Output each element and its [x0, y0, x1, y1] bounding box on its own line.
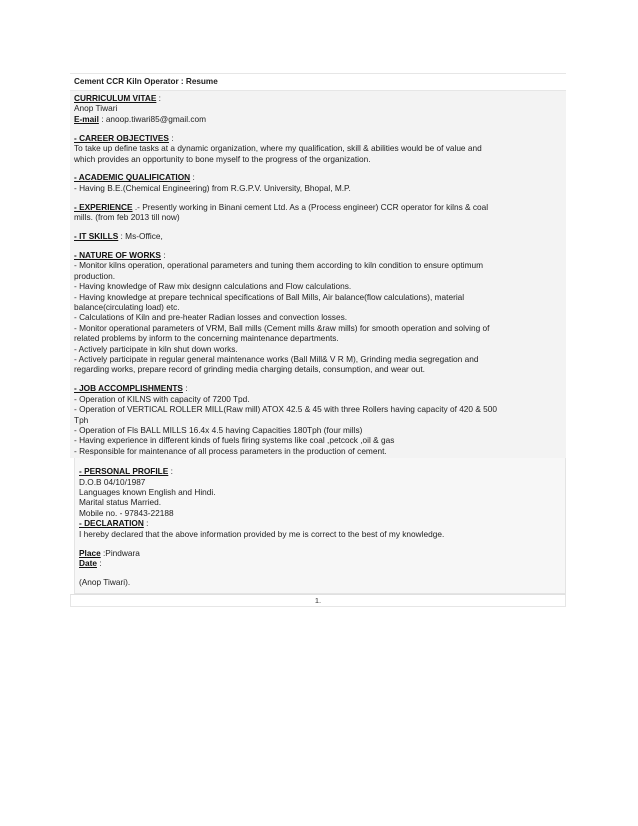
jobs-line: - Responsible for maintenance of all process parameters in the production of cement. — [74, 445, 387, 456]
works-line: - Actively participate in kiln shut down works. — [74, 343, 238, 354]
date-label: Date — [79, 557, 97, 568]
declaration-heading: - DECLARATION — [79, 518, 144, 529]
works-line: production. — [74, 270, 116, 281]
works-line: - Actively participate in regular general maintenance works (Ball Mill& V R M), Grinding media segregation and — [74, 354, 479, 365]
email-label: E-mail — [74, 113, 99, 124]
jobs-line: - Operation of VERTICAL ROLLER MILL(Raw mill) ATOX 42.5 & 45 with three Rollers having capacity of 420 & 500 — [74, 404, 498, 415]
works-line: - Having knowledge of Raw mix designn calculations and Flow calculations. — [74, 281, 352, 292]
nature-of-works-section — [74, 250, 562, 375]
resume-page — [70, 73, 566, 607]
experience-line: .- Presently working in Binani cement Ltd. As a (Process engineer) CCR operator for kilns & coal — [132, 201, 489, 212]
experience-line: mills. (from feb 2013 till now) — [74, 212, 180, 223]
academic-heading-suffix: : — [190, 172, 195, 183]
resume-personal-panel — [74, 458, 566, 594]
works-line: - Monitor operational parameters of VRM, Ball mills (Cement mills &raw mills) for smooth operation and solving of — [74, 322, 490, 333]
declaration-heading-suffix: : — [143, 518, 149, 529]
works-line: regarding works, prepare record of grinding media charging details, consumption, and wear out. — [74, 364, 425, 375]
jobs-line: - Having experience in different kinds of fuels firing systems like coal ,petcock ,oil & gas — [74, 435, 395, 446]
email-value: : anoop.tiwari85@gmail.com — [98, 113, 207, 124]
declaration-section — [79, 518, 561, 539]
jobs-heading-suffix: : — [182, 383, 188, 394]
career-heading: - CAREER OBJECTIVES — [74, 132, 169, 143]
it-skills-section — [74, 231, 562, 241]
career-objectives-section — [74, 133, 562, 164]
profile-heading-suffix: : — [168, 466, 173, 477]
works-heading-suffix: : — [160, 249, 166, 260]
experience-section — [74, 202, 562, 223]
works-line: related problems by inform to the concerning maintenance departments. — [74, 333, 339, 344]
it-skills-value: : Ms-Office, — [118, 231, 163, 242]
declaration-line: I hereby declared that the above information provided by me is correct to the best of my knowledge. — [79, 528, 445, 539]
career-heading-suffix: : — [168, 132, 174, 143]
profile-heading: - PERSONAL PROFILE — [79, 466, 169, 477]
cv-header-block — [74, 93, 562, 124]
works-line: - Calculations of Kiln and pre-heater Radian losses and convection losses. — [74, 312, 348, 323]
signature: (Anop Tiwari). — [79, 576, 131, 587]
page-number: 1. — [70, 594, 566, 607]
profile-line: D.O.B 04/10/1987 — [79, 476, 146, 487]
resume-main-panel — [70, 91, 566, 458]
job-accomplishments-section — [74, 383, 562, 456]
works-line: - Monitor kilns operation, operational parameters and tuning them according to kiln condition to ensure optimum — [74, 260, 484, 271]
date-value: : — [96, 557, 102, 568]
career-line: which provides an opportunity to bone myself to the progress of the organization. — [74, 153, 371, 164]
academic-heading: - ACADEMIC QUALIFICATION — [74, 172, 191, 183]
jobs-heading: - JOB ACCOMPLISHMENTS — [74, 383, 183, 394]
place-label: Place — [79, 547, 101, 558]
academic-section — [74, 172, 562, 193]
profile-line: Mobile no. - 97843-22188 — [79, 507, 174, 518]
profile-line: Marital status Married. — [79, 497, 162, 508]
place-value: :Pindwara — [100, 547, 140, 558]
works-line: balance(circulating load) etc. — [74, 302, 180, 312]
it-heading: - IT SKILLS — [74, 231, 119, 242]
experience-heading: - EXPERIENCE — [74, 201, 133, 212]
jobs-line: - Operation of KILNS with capacity of 7200 Tpd. — [74, 393, 250, 404]
cv-heading-suffix: : — [156, 93, 161, 103]
works-heading: - NATURE OF WORKS — [74, 249, 161, 260]
jobs-line: Tph — [74, 414, 89, 425]
place-date-section — [79, 548, 561, 569]
document-title: Cement CCR Kiln Operator : Resume — [70, 73, 566, 91]
cv-heading: CURRICULUM VITAE — [74, 93, 157, 103]
signature-section — [79, 577, 561, 587]
profile-line: Languages known English and Hindi. — [79, 487, 216, 497]
works-line: - Having knowledge at prepare technical specifications of Ball Mills, Air balance(flow calculations), material — [74, 291, 465, 302]
candidate-name: Anop Tiwari — [74, 103, 118, 114]
academic-line: - Having B.E.(Chemical Engineering) from R.G.P.V. University, Bhopal, M.P. — [74, 182, 351, 193]
career-line: To take up define tasks at a dynamic organization, where my qualification, skill & abilities would be of value and — [74, 143, 482, 154]
personal-profile-section — [79, 466, 561, 518]
jobs-line: - Operation of Fls BALL MILLS 16.4x 4.5 having Capacities 180Tph (four mills) — [74, 424, 363, 435]
